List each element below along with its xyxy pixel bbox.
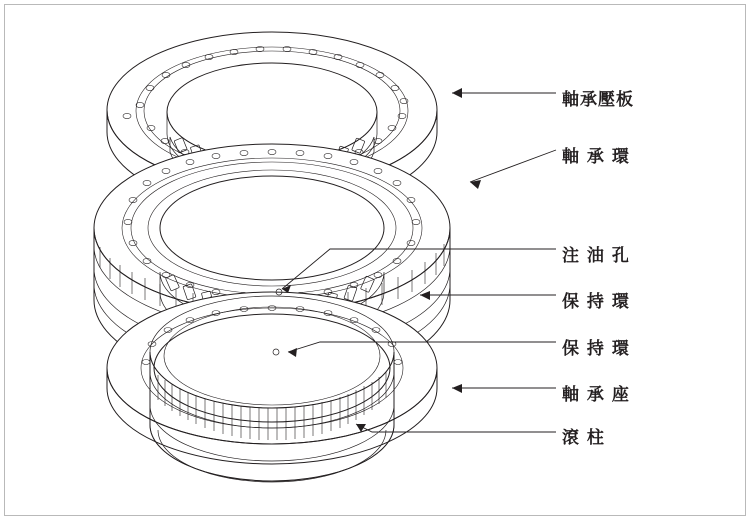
callout-label-oil-hole: 注 油 孔 xyxy=(562,246,630,266)
callout-label-bearing-seat: 軸 承 座 xyxy=(562,385,630,405)
callout-label-retainer-ring-upper: 保 持 環 xyxy=(562,292,630,312)
callout-label-retainer-ring-lower: 保 持 環 xyxy=(562,339,630,359)
callout-label-bearing-pressure-plate: 軸承壓板 xyxy=(562,90,634,110)
bearing-seat xyxy=(107,292,437,464)
callout-label-bearing-ring: 軸 承 環 xyxy=(562,147,630,167)
callout-label-roller: 滾 柱 xyxy=(562,428,605,448)
